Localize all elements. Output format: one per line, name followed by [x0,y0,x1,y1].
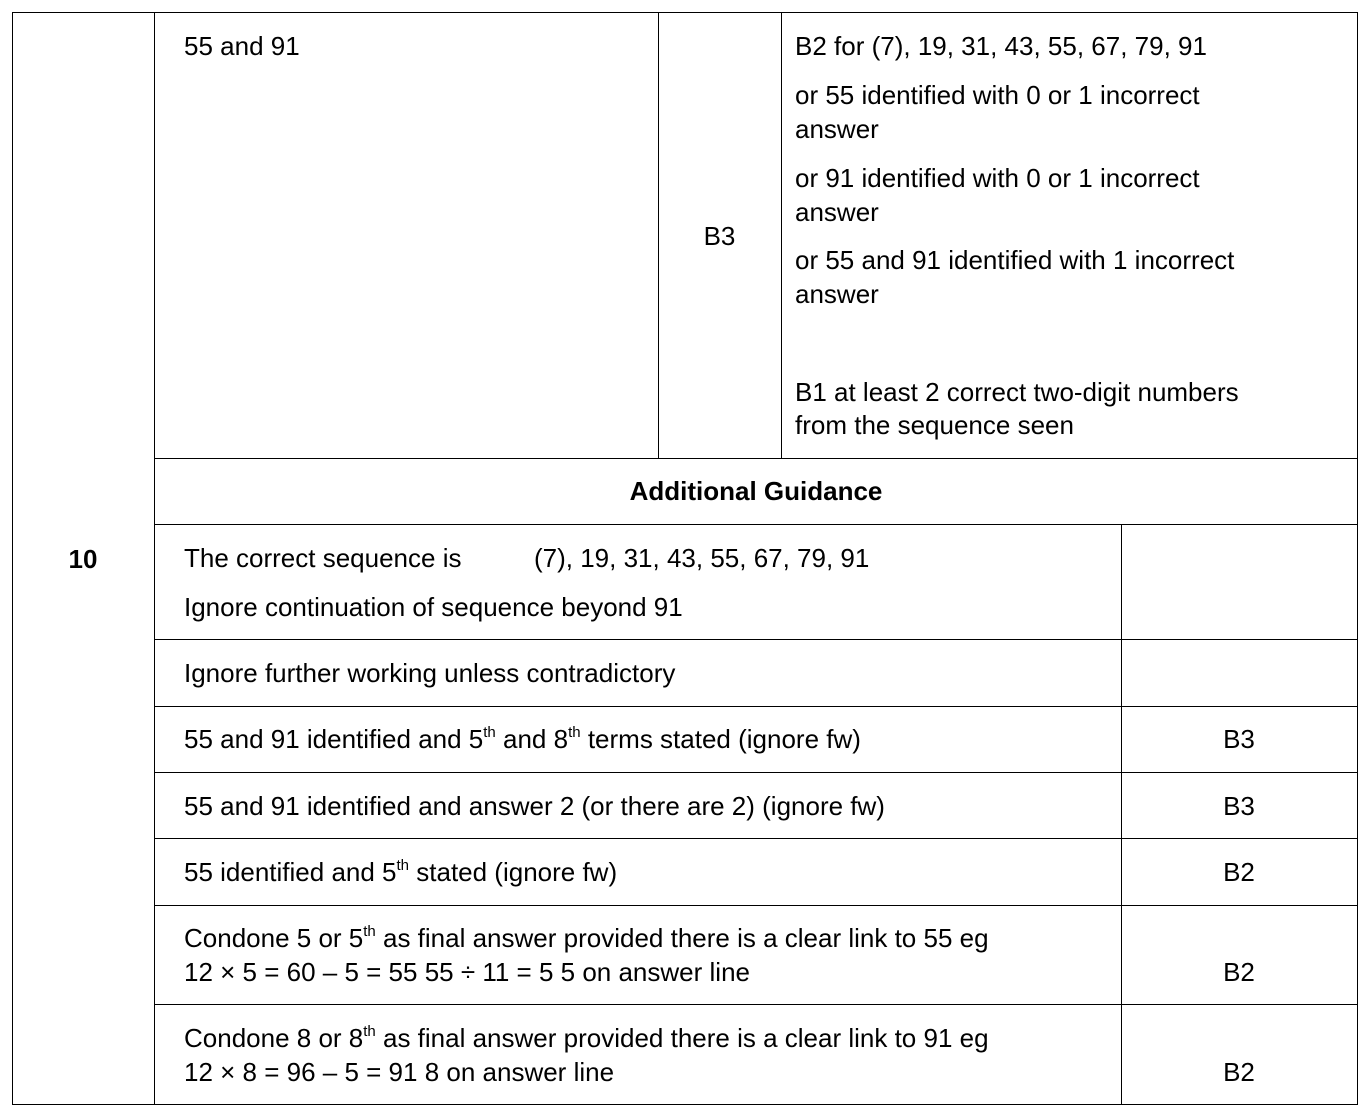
guidance-row-line [154,838,1358,839]
guidance-text: 55 and 91 identified and 5th and 8th terms stated (ignore fw) [184,724,861,754]
table-border-top [12,12,1358,13]
guidance-mark: B2 [1223,957,1255,987]
table-border-bottom [12,1104,1358,1105]
guidance-row-line [154,1004,1358,1005]
comment-line: answer [795,197,879,227]
guidance-row-line [154,706,1358,707]
guidance-row-line [154,905,1358,906]
comment-line: B1 at least 2 correct two-digit numbers [795,377,1239,407]
guidance-mark: B2 [1223,1057,1255,1087]
comment-line: from the sequence seen [795,410,1074,440]
guidance-heading-top [154,458,1358,459]
comment-line: answer [795,114,879,144]
guidance-text: Condone 5 or 5th as final answer provided there is a clear link to 55 eg [184,923,989,953]
comment-line: or 91 identified with 0 or 1 incorrect [795,163,1200,193]
guidance-mark: B3 [1223,724,1255,754]
guidance-text: 55 identified and 5th stated (ignore fw) [184,857,618,887]
guidance-text: 55 and 91 identified and answer 2 (or there are 2) (ignore fw) [184,791,885,821]
comment-line: or 55 identified with 0 or 1 incorrect [795,80,1200,110]
guidance-text: 12 × 5 = 60 – 5 = 55 55 ÷ 11 = 5 5 on answer line [184,957,750,987]
comment-line: or 55 and 91 identified with 1 incorrect [795,245,1235,275]
guidance-text: Condone 8 or 8th as final answer provided there is a clear link to 91 eg [184,1023,989,1053]
guidance-text: 12 × 8 = 96 – 5 = 91 8 on answer line [184,1057,615,1087]
guidance-text: The correct sequence is [184,543,462,573]
answer-text: 55 and 91 [184,31,300,61]
guidance-heading-bottom [154,524,1358,525]
guidance-mark: B3 [1223,791,1255,821]
comment-line: answer [795,279,879,309]
answer-mark: B3 [703,221,736,251]
guidance-sequence: (7), 19, 31, 43, 55, 67, 79, 91 [534,543,870,573]
guidance-text: Ignore continuation of sequence beyond 91 [184,592,683,622]
guidance-mark: B2 [1223,857,1255,887]
mark-comment-divider [781,12,782,459]
comment-line: B2 for (7), 19, 31, 43, 55, 67, 79, 91 [795,31,1207,61]
guidance-heading: Additional Guidance [629,476,883,506]
guidance-row-line [154,772,1358,773]
question-number: 10 [68,544,98,574]
guidance-row-line [154,639,1358,640]
guidance-text: Ignore further working unless contradictory [184,658,676,688]
question-column-divider [154,12,155,1105]
table-border-right [1357,12,1358,1105]
